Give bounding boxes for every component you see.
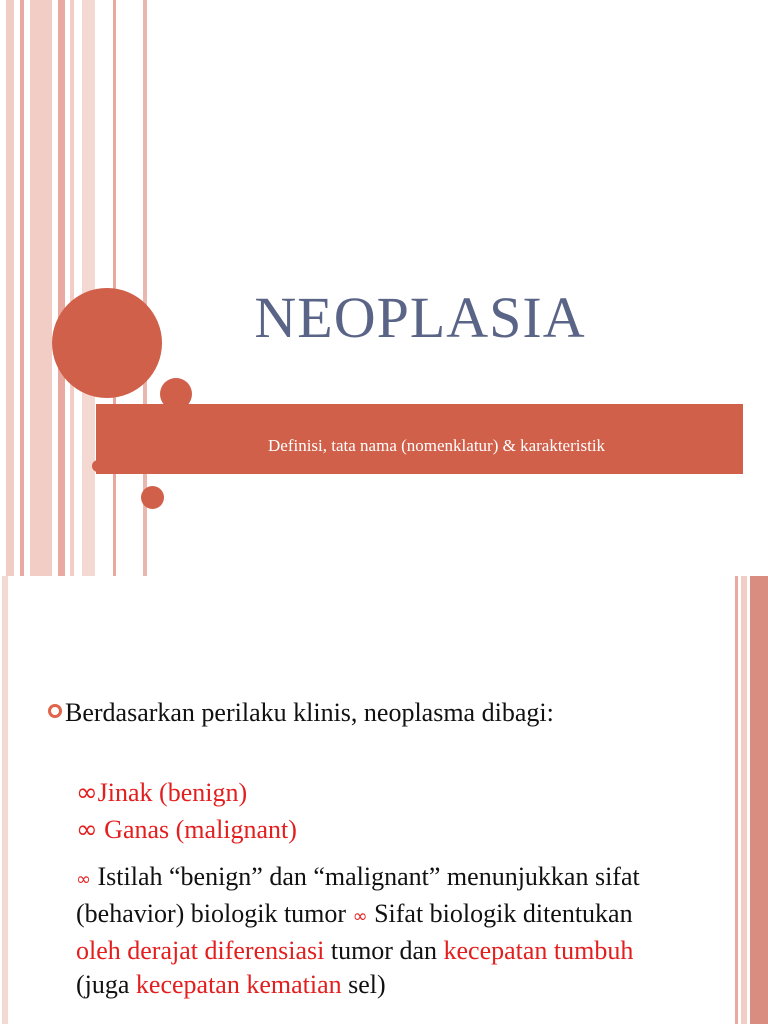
infinity-bullet-icon: ∞: [352, 906, 368, 927]
para-highlight: kecepatan kematian: [135, 970, 342, 999]
para-text: sel): [341, 970, 386, 999]
para-text: Sifat biologik ditentukan: [367, 899, 633, 928]
large-accent-circle: [52, 288, 162, 398]
explanation-paragraph: [76, 860, 676, 1002]
para-highlight: oleh derajat diferensiasi: [76, 936, 325, 965]
decorative-stripe: [6, 0, 14, 576]
slide-subtitle: Definisi, tata nama (nomenklatur) & karakteristik: [268, 436, 606, 455]
infinity-bullet-icon: ∞: [76, 869, 91, 890]
para-highlight: kecepatan tumbuh: [443, 936, 634, 965]
sub-bullet-text: Ganas (malignant): [97, 815, 297, 844]
sub-bullet-text: Jinak (benign): [97, 778, 248, 807]
decorative-stripe: [70, 0, 74, 576]
main-bullet: [48, 698, 554, 728]
para-text: Istilah “benign” dan “malignant” menunjukkan sifat (behavior) biologik tumor: [76, 862, 640, 928]
infinity-bullet-icon: ∞: [76, 778, 98, 808]
para-text: (juga: [76, 970, 136, 999]
slide-title: NEOPLASIA: [254, 285, 586, 350]
decorative-stripe: [750, 576, 768, 1024]
sub-bullet-benign: [76, 778, 247, 808]
decorative-stripe: [735, 576, 738, 1024]
decorative-stripe: [30, 0, 52, 576]
ring-bullet-icon: [48, 704, 62, 718]
tiny-accent-circle: [141, 486, 164, 509]
decorative-stripe: [741, 576, 747, 1024]
decorative-stripe: [20, 0, 24, 576]
infinity-bullet-icon: ∞: [76, 815, 98, 845]
para-text: tumor dan: [324, 936, 444, 965]
main-bullet-text: Berdasarkan perilaku klinis, neoplasma dibagi:: [65, 698, 554, 727]
decorative-stripe: [58, 0, 65, 576]
sub-bullet-malignant: [76, 815, 297, 845]
decorative-stripe: [82, 0, 95, 576]
decorative-stripe: [2, 576, 8, 1024]
